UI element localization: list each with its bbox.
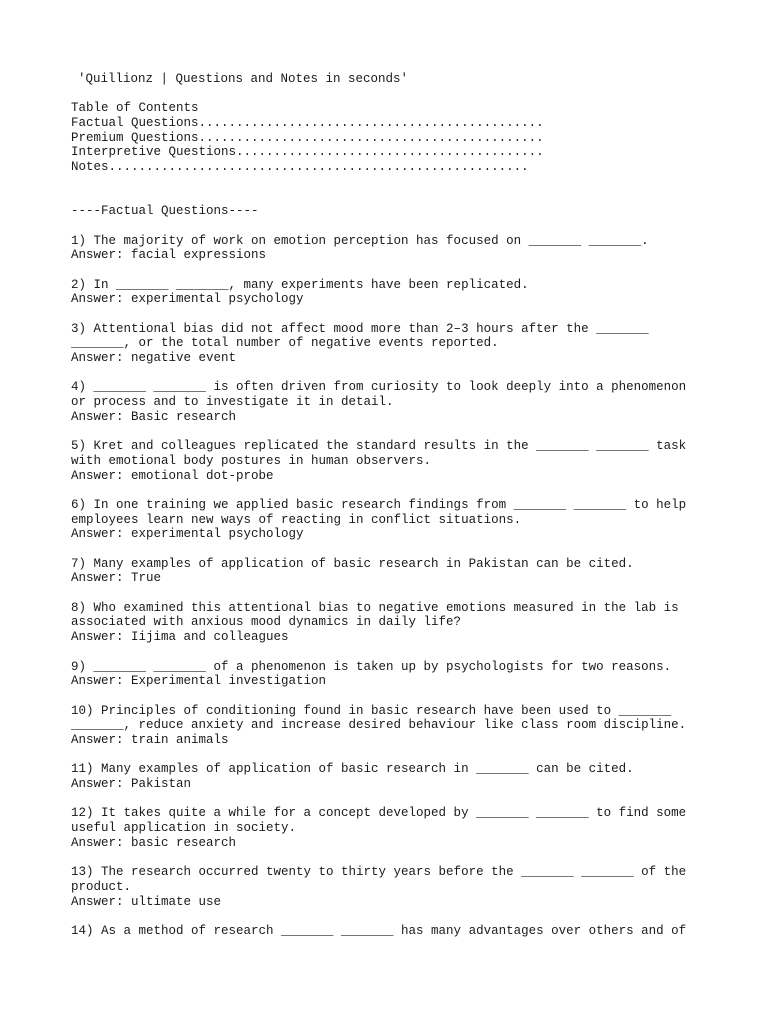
question-item [71, 278, 701, 307]
question-text: product. [71, 879, 132, 894]
question-text: 1) The majority of work on emotion perception has focused on _______ _______. [71, 233, 649, 248]
question-text: 2) In _______ _______, many experiments have been replicated. [71, 277, 529, 292]
question-text: 3) Attentional bias did not affect mood more than 2–3 hours after the _______ [71, 321, 649, 336]
answer-text: Answer: negative event [71, 351, 237, 366]
question-list [71, 234, 701, 939]
question-item [71, 498, 701, 542]
answer-text: Answer: emotional dot-probe [71, 468, 274, 483]
toc-entry-interpretive[interactable]: Interpretive Questions......................................... [71, 145, 544, 160]
answer-text: Answer: Pakistan [71, 777, 192, 792]
toc-heading: Table of Contents [71, 101, 199, 116]
table-of-contents [71, 101, 701, 174]
answer-text: Answer: Iijima and colleagues [71, 630, 289, 645]
question-item [71, 601, 701, 645]
toc-entry-notes[interactable]: Notes........................................................ [71, 160, 529, 175]
question-item [71, 704, 701, 748]
section-header-factual: ----Factual Questions---- [71, 204, 259, 219]
question-text: 9) _______ _______ of a phenomenon is taken up by psychologists for two reasons. [71, 659, 672, 674]
question-text: 11) Many examples of application of basic research in _______ can be cited. [71, 762, 634, 777]
question-item [71, 660, 701, 689]
answer-text: Answer: experimental psychology [71, 527, 304, 542]
question-text: 6) In one training we applied basic research findings from _______ _______ to help [71, 497, 687, 512]
answer-text: Answer: Experimental investigation [71, 674, 327, 689]
question-item [71, 234, 701, 263]
question-text: employees learn new ways of reacting in conflict situations. [71, 512, 522, 527]
document-title: 'Quillionz | Questions and Notes in seconds' [78, 72, 409, 86]
answer-text: Answer: ultimate use [71, 894, 222, 909]
question-text: 8) Who examined this attentional bias to negative emotions measured in the lab is [71, 600, 679, 615]
answer-text: Answer: True [71, 571, 162, 586]
question-text: 12) It takes quite a while for a concept developed by _______ _______ to find some [71, 806, 687, 821]
question-text: 13) The research occurred twenty to thirty years before the _______ _______ of the [71, 865, 687, 880]
question-item [71, 380, 701, 424]
toc-entry-premium[interactable]: Premium Questions.............................................. [71, 130, 544, 145]
question-item [71, 557, 701, 586]
question-text: 5) Kret and colleagues replicated the standard results in the _______ _______ task [71, 439, 687, 454]
answer-text: Answer: basic research [71, 835, 237, 850]
question-item [71, 439, 701, 483]
question-item [71, 322, 701, 366]
question-text: with emotional body postures in human observers. [71, 453, 432, 468]
question-text: useful application in society. [71, 821, 297, 836]
toc-entry-factual[interactable]: Factual Questions.............................................. [71, 116, 544, 131]
question-text: associated with anxious mood dynamics in daily life? [71, 615, 462, 630]
question-text: _______, or the total number of negative events reported. [71, 336, 499, 351]
question-text: _______, reduce anxiety and increase desired behaviour like class room discipline. [71, 718, 687, 733]
answer-text: Answer: Basic research [71, 409, 237, 424]
answer-text: Answer: experimental psychology [71, 292, 304, 307]
document-body [71, 72, 701, 953]
question-text: 10) Principles of conditioning found in basic research have been used to _______ [71, 703, 672, 718]
question-item [71, 806, 701, 850]
question-text: or process and to investigate it in detail. [71, 395, 394, 410]
question-item [71, 762, 701, 791]
question-text: 14) As a method of research _______ _______ has many advantages over others and of [71, 923, 687, 938]
question-text: 4) _______ _______ is often driven from curiosity to look deeply into a phenomenon [71, 380, 687, 395]
answer-text: Answer: train animals [71, 732, 229, 747]
answer-text: Answer: facial expressions [71, 248, 267, 263]
question-item [71, 924, 701, 939]
question-item [71, 865, 701, 909]
question-text: 7) Many examples of application of basic research in Pakistan can be cited. [71, 556, 634, 571]
